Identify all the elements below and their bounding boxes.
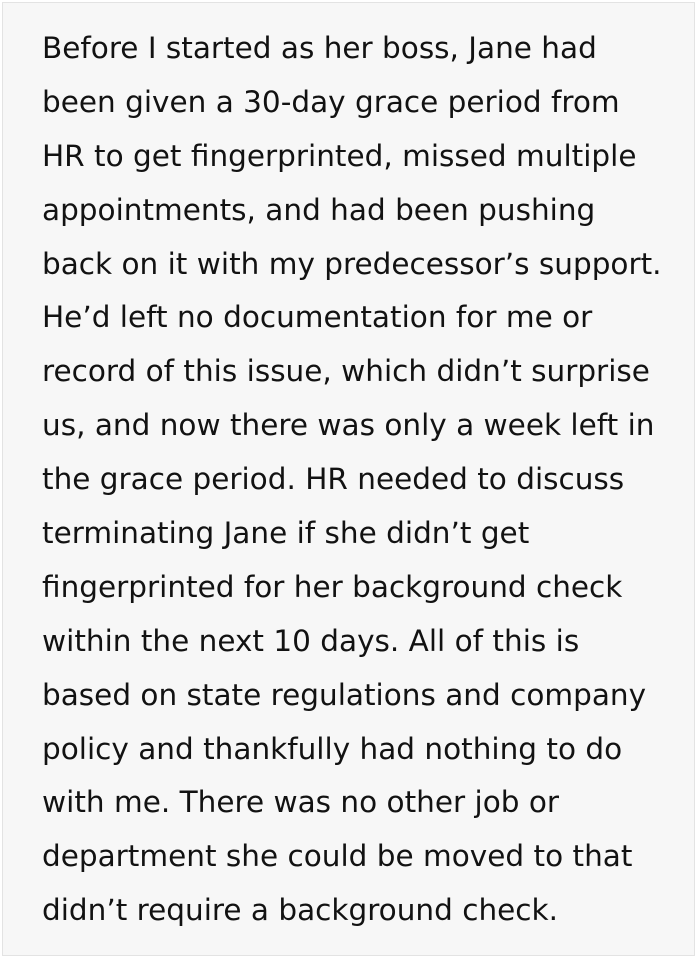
- text-line: terminating Jane if she didn’t get: [42, 516, 530, 551]
- text-line: appointments, and had been pushing: [42, 192, 596, 227]
- text-line: based on state regulations and company: [42, 677, 647, 712]
- text-line: didn’t require a background check.: [42, 893, 558, 928]
- text-line: with me. There was no other job or: [42, 785, 560, 820]
- text-line: been given a 30-day grace period from: [42, 84, 620, 119]
- post-text-block: [2, 2, 695, 956]
- text-line: department she could be moved to that: [42, 839, 633, 874]
- text-line: record of this issue, which didn’t surprise: [42, 354, 650, 389]
- text-line: He’d left no documentation for me or: [42, 300, 593, 335]
- text-line: the grace period. HR needed to discuss: [42, 462, 625, 497]
- post-paragraph: [42, 22, 664, 938]
- text-line: within the next 10 days. All of this is: [42, 623, 580, 658]
- text-line: fingerprinted for her background check: [42, 569, 623, 604]
- text-line: policy and thankfully had nothing to do: [42, 731, 623, 766]
- text-line: Before I started as her boss, Jane had: [42, 31, 597, 65]
- text-line: back on it with my predecessor’s support.: [42, 246, 662, 281]
- text-line: us, and now there was only a week left in: [42, 408, 655, 443]
- text-line: HR to get fingerprinted, missed multiple: [42, 138, 637, 173]
